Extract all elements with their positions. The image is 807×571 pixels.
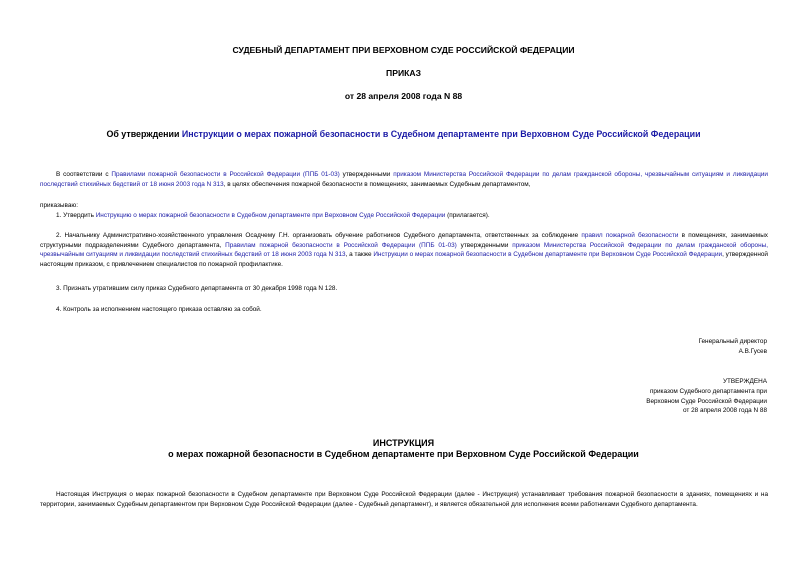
item-2-text-1: 2. Начальнику Административно-хозяйственного управления Осадчему Г.Н. организовать обучение работников Судебного департамента, ответственных за соблюдение: [56, 232, 582, 239]
approval-block: [646, 377, 767, 416]
item-3: [40, 284, 768, 294]
approval-word: УТВЕРЖДЕНА: [722, 378, 767, 385]
item-2: [40, 231, 768, 269]
instruction-subtitle: о мерах пожарной безопасности в Судебном департаменте при Верховном Суде Российской Федерации: [168, 449, 639, 459]
signer-name: А.В.Гусев: [738, 347, 767, 355]
title-link[interactable]: Инструкции о мерах пожарной безопасности в Судебном департаменте при Верховном Суде Российской Федерации: [181, 129, 701, 139]
instruction-link-2[interactable]: Инструкции о мерах пожарной безопасности в Судебном департаменте при Верховном Суде Российской Федерации: [373, 251, 723, 259]
instruction-link[interactable]: Инструкцию о мерах пожарной безопасности в Судебном департаменте при Верховном Суде Российской Федерации: [95, 212, 446, 219]
approval-line-3: от 28 апреля 2008 года N 88: [682, 407, 767, 415]
preamble-text-2: утвержденными: [339, 171, 394, 178]
ppb-rules-link[interactable]: Правилам пожарной безопасности в Российской Федерации (ППБ 01-03): [225, 241, 457, 249]
instruction-body-text: Настоящая Инструкция о мерах пожарной безопасности в Судебном департаменте при Верховном Суде Российской Федерации (далее - Инструкция) устанавливает требования пожарной безопасности в зданиях, помещениях и на территории, занимаемых Судебным департаментом при Верховном Суде Российской Федерации (далее - Судебный департамент), и является обязательной для исполнения всеми работниками Судебного департамента.: [40, 491, 768, 508]
item-4-text: 4. Контроль за исполнением настоящего приказа оставляю за собой.: [56, 306, 262, 313]
item-2-text-4: , а также: [345, 251, 374, 259]
preamble-text-1: В соответствии с: [56, 171, 112, 178]
signature-block: [698, 337, 767, 357]
document-date: от 28 апреля 2008 года N 88: [344, 91, 463, 101]
approval-line-1: приказом Судебного департамента при: [649, 387, 767, 395]
item-4: [40, 305, 768, 315]
emercom-order-link[interactable]: приказом Министерства Российской Федерации по делам гражданской обороны, чрезвычайным ситуациям и ликвидации последствий стихийных бедствий от 18 июня 2003 года N 313: [40, 171, 768, 188]
instruction-title: ИНСТРУКЦИЯ: [372, 438, 435, 448]
item-1: [40, 211, 768, 221]
fire-safety-rules-link[interactable]: Правилами пожарной безопасности в Российской Федерации (ППБ 01-03): [111, 171, 340, 178]
order-word: приказываю:: [40, 202, 78, 209]
item-2-text-5: , утвержденной настоящим приказом, с привлечением специалистов по пожарной профилактике.: [40, 251, 768, 268]
document-type: ПРИКАЗ: [386, 68, 421, 78]
preamble-paragraph: [40, 170, 768, 189]
item-3-text: 3. Признать утратившим силу приказ Судебного департамента от 30 декабря 1998 года N 128.: [56, 285, 338, 292]
item-1-text-1: 1. Утвердить: [56, 212, 96, 219]
emercom-order-link-2[interactable]: приказом Министерства Российской Федерации по делам гражданской обороны, чрезвычайным ситуациям и ликвидации последствий стихийных бедствий от 18 июня 2003 года N 313: [40, 241, 769, 259]
item-2-text-3: утвержденными: [456, 241, 513, 249]
signer-position: Генеральный директор: [698, 338, 767, 345]
document-title: [0, 129, 807, 140]
item-2-text-2: в помещениях, занимаемых структурными подразделениями Судебного департамента,: [40, 232, 768, 249]
title-prefix: Об утверждении: [106, 129, 182, 139]
issuer-heading: СУДЕБНЫЙ ДЕПАРТАМЕНТ ПРИ ВЕРХОВНОМ СУДЕ РОССИЙСКОЙ ФЕДЕРАЦИИ: [232, 45, 575, 55]
fire-safety-rules-link-2[interactable]: правил пожарной безопасности: [581, 232, 679, 239]
item-1-text-2: (прилагается).: [445, 212, 490, 219]
preamble-text-3: , в целях обеспечения пожарной безопасности в помещениях, занимаемых Судебным департаментом,: [223, 180, 531, 188]
approval-line-2: Верховном Суде Российской Федерации: [646, 397, 767, 405]
instruction-body: [40, 490, 768, 509]
